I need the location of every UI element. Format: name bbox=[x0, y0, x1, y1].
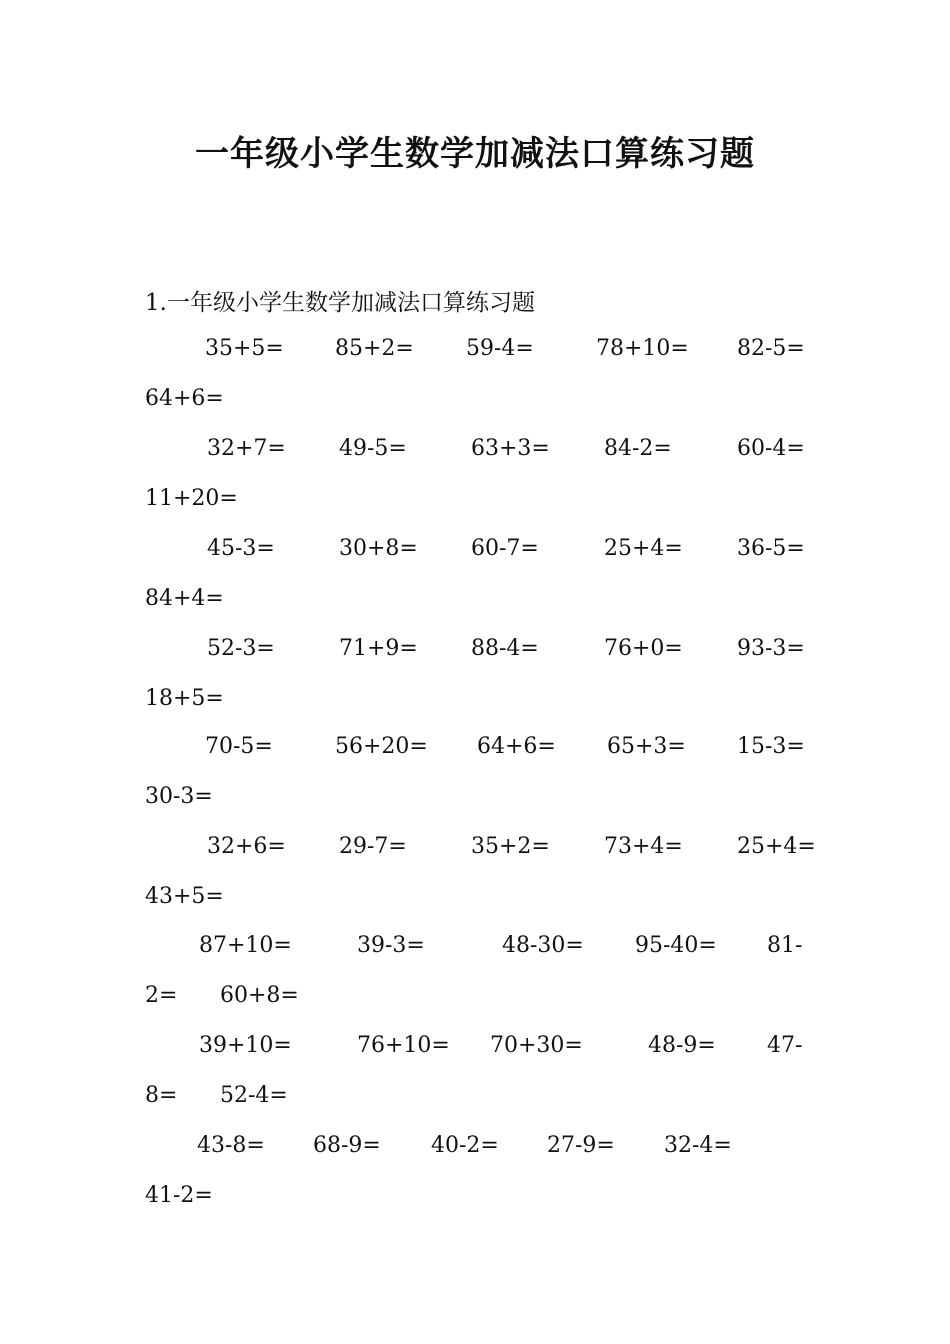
problem-item: 63+3= bbox=[471, 436, 550, 461]
problem-item: 95-40= bbox=[635, 933, 717, 958]
problem-item: 78+10= bbox=[596, 336, 689, 361]
problem-item: 36-5= bbox=[737, 536, 805, 561]
problem-item: 65+3= bbox=[607, 734, 686, 759]
problem-item: 60-4= bbox=[737, 436, 805, 461]
problem-item: 52-4= bbox=[220, 1083, 288, 1108]
problem-item: 18+5= bbox=[145, 686, 224, 711]
problem-item: 32-4= bbox=[664, 1133, 732, 1158]
problem-item: 41-2= bbox=[145, 1183, 213, 1208]
problem-item: 39-3= bbox=[357, 933, 425, 958]
section-heading: 1.一年级小学生数学加减法口算练习题 bbox=[145, 290, 535, 316]
problem-item: 64+6= bbox=[477, 734, 556, 759]
problem-item: 70-5= bbox=[205, 734, 273, 759]
problem-item: 88-4= bbox=[471, 636, 539, 661]
problem-item: 70+30= bbox=[490, 1033, 583, 1058]
problem-item: 43+5= bbox=[145, 884, 224, 909]
problem-item: 25+4= bbox=[604, 536, 683, 561]
problem-item: 8= bbox=[145, 1083, 178, 1108]
problem-item: 76+0= bbox=[604, 636, 683, 661]
problem-item: 60+8= bbox=[220, 983, 299, 1008]
problem-item: 32+6= bbox=[207, 834, 286, 859]
problem-item: 11+20= bbox=[145, 486, 238, 511]
problem-item: 71+9= bbox=[339, 636, 418, 661]
problem-item: 84-2= bbox=[604, 436, 672, 461]
problem-item: 35+2= bbox=[471, 834, 550, 859]
problem-item: 73+4= bbox=[604, 834, 683, 859]
problem-item: 76+10= bbox=[357, 1033, 450, 1058]
problem-item: 56+20= bbox=[335, 734, 428, 759]
problem-item: 32+7= bbox=[207, 436, 286, 461]
page-title: 一年级小学生数学加减法口算练习题 bbox=[195, 134, 755, 174]
problem-item: 40-2= bbox=[431, 1133, 499, 1158]
problem-item: 29-7= bbox=[339, 834, 407, 859]
problem-item: 25+4= bbox=[737, 834, 816, 859]
problem-item: 49-5= bbox=[339, 436, 407, 461]
problem-item: 35+5= bbox=[205, 336, 284, 361]
problem-item: 84+4= bbox=[145, 586, 224, 611]
problem-item: 85+2= bbox=[335, 336, 414, 361]
problem-item: 82-5= bbox=[737, 336, 805, 361]
problem-item: 59-4= bbox=[466, 336, 534, 361]
problem-item: 52-3= bbox=[207, 636, 275, 661]
problem-item: 93-3= bbox=[737, 636, 805, 661]
problem-item: 45-3= bbox=[207, 536, 275, 561]
problem-item: 48-9= bbox=[648, 1033, 716, 1058]
problem-item: 15-3= bbox=[737, 734, 805, 759]
problem-item: 68-9= bbox=[313, 1133, 381, 1158]
problem-item: 60-7= bbox=[471, 536, 539, 561]
problem-item: 64+6= bbox=[145, 386, 224, 411]
problem-item: 87+10= bbox=[199, 933, 292, 958]
problem-item: 27-9= bbox=[547, 1133, 615, 1158]
problem-item: 2= bbox=[145, 983, 178, 1008]
problem-item: 30-3= bbox=[145, 784, 213, 809]
problem-item: 43-8= bbox=[197, 1133, 265, 1158]
problem-item: 30+8= bbox=[339, 536, 418, 561]
problem-item: 47- bbox=[767, 1033, 803, 1058]
problem-item: 81- bbox=[767, 933, 803, 958]
problem-item: 39+10= bbox=[199, 1033, 292, 1058]
problem-item: 48-30= bbox=[502, 933, 584, 958]
